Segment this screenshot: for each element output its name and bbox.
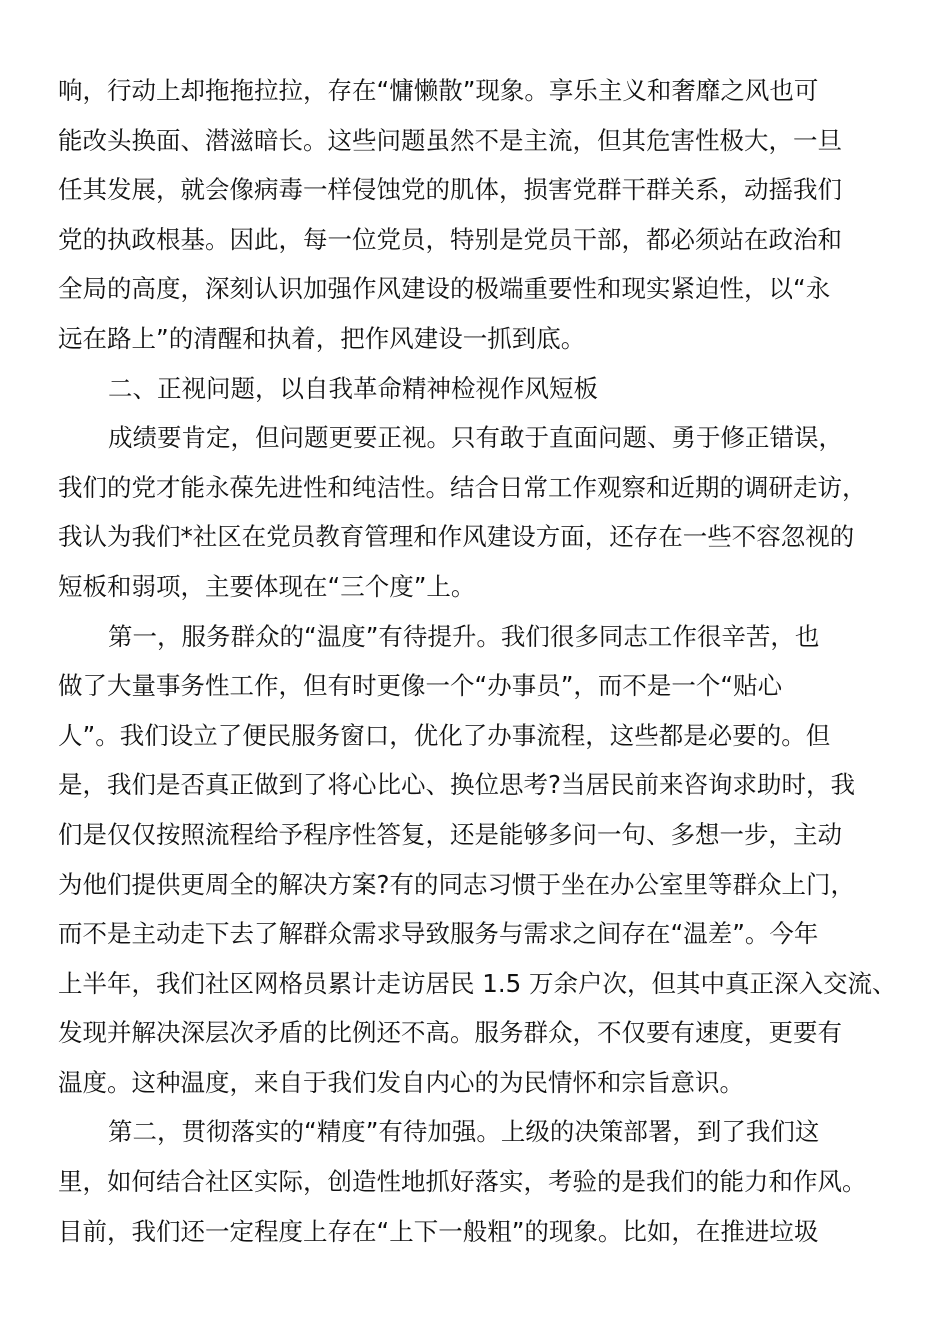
text-line: 第一，服务群众的“温度”有待提升。我们很多同志工作很辛苦，也: [108, 621, 820, 651]
text-line: 发现并解决深层次矛盾的比例还不高。服务群众，不仅要有速度，更要有: [58, 1018, 842, 1048]
text-line: 为他们提供更周全的解决方案?有的同志习惯于坐在办公室里等群众上门，: [58, 869, 856, 899]
text-line: 全局的高度，深刻认识加强作风建设的极端重要性和现实紧迫性，以“永: [58, 274, 831, 304]
text-line: 短板和弱项，主要体现在“三个度”上。: [58, 571, 476, 601]
text-line: 目前，我们还一定程度上存在“上下一般粗”的现象。比如，在推进垃圾: [58, 1216, 819, 1246]
text-line: 成绩要肯定，但问题更要正视。只有敢于直面问题、勇于修正错误，: [108, 423, 843, 453]
paragraph-2: [58, 413, 892, 611]
paragraph-3: [58, 612, 897, 1108]
paragraph-1: [58, 66, 892, 364]
text-line: 们是仅仅按照流程给予程序性答复，还是能够多问一句、多想一步，主动: [58, 819, 842, 849]
text-line: 做了大量事务性工作，但有时更像一个“办事员”，而不是一个“贴心: [58, 671, 783, 701]
text-line: 温度。这种温度，来自于我们发自内心的为民情怀和宗旨意识。: [58, 1067, 744, 1097]
paragraph-4: [58, 1107, 892, 1256]
text-line: 第二，贯彻落实的“精度”有待加强。上级的决策部署，到了我们这: [108, 1117, 820, 1147]
text-line: 里，如何结合社区实际，创造性地抓好落实，考验的是我们的能力和作风。: [58, 1167, 867, 1197]
text-line: 上半年，我们社区网格员累计走访居民 1.5 万余户次，但其中真正深入交流、: [58, 968, 897, 998]
text-line: 党的执政根基。因此，每一位党员，特别是党员干部，都必须站在政治和: [58, 224, 842, 254]
heading-text: 二、正视问题，以自我革命精神检视作风短板: [108, 373, 598, 403]
text-line: 任其发展，就会像病毒一样侵蚀党的肌体，损害党群干群关系，动摇我们: [58, 175, 842, 205]
text-line: 远在路上”的清醒和执着，把作风建设一抓到底。: [58, 323, 586, 353]
document-body: [58, 66, 897, 1256]
text-line: 能改头换面、潜滋暗长。这些问题虽然不是主流，但其危害性极大，一旦: [58, 125, 842, 155]
text-line: 而不是主动走下去了解群众需求导致服务与需求之间存在“温差”。今年: [58, 919, 819, 949]
text-line: 是，我们是否真正做到了将心比心、换位思考?当居民前来咨询求助时，我: [58, 770, 856, 800]
text-line: 响，行动上却拖拖拉拉，存在“慵懒散”现象。享乐主义和奢靡之风也可: [58, 76, 819, 105]
text-line: 我们的党才能永葆先进性和纯洁性。结合日常工作观察和近期的调研走访，: [58, 472, 867, 502]
text-line: 人”。我们设立了便民服务窗口，优化了办事流程，这些都是必要的。但: [58, 720, 831, 750]
text-line: 我认为我们*社区在党员教育管理和作风建设方面，还存在一些不容忽视的: [58, 522, 855, 552]
section-heading-2: [58, 364, 892, 414]
